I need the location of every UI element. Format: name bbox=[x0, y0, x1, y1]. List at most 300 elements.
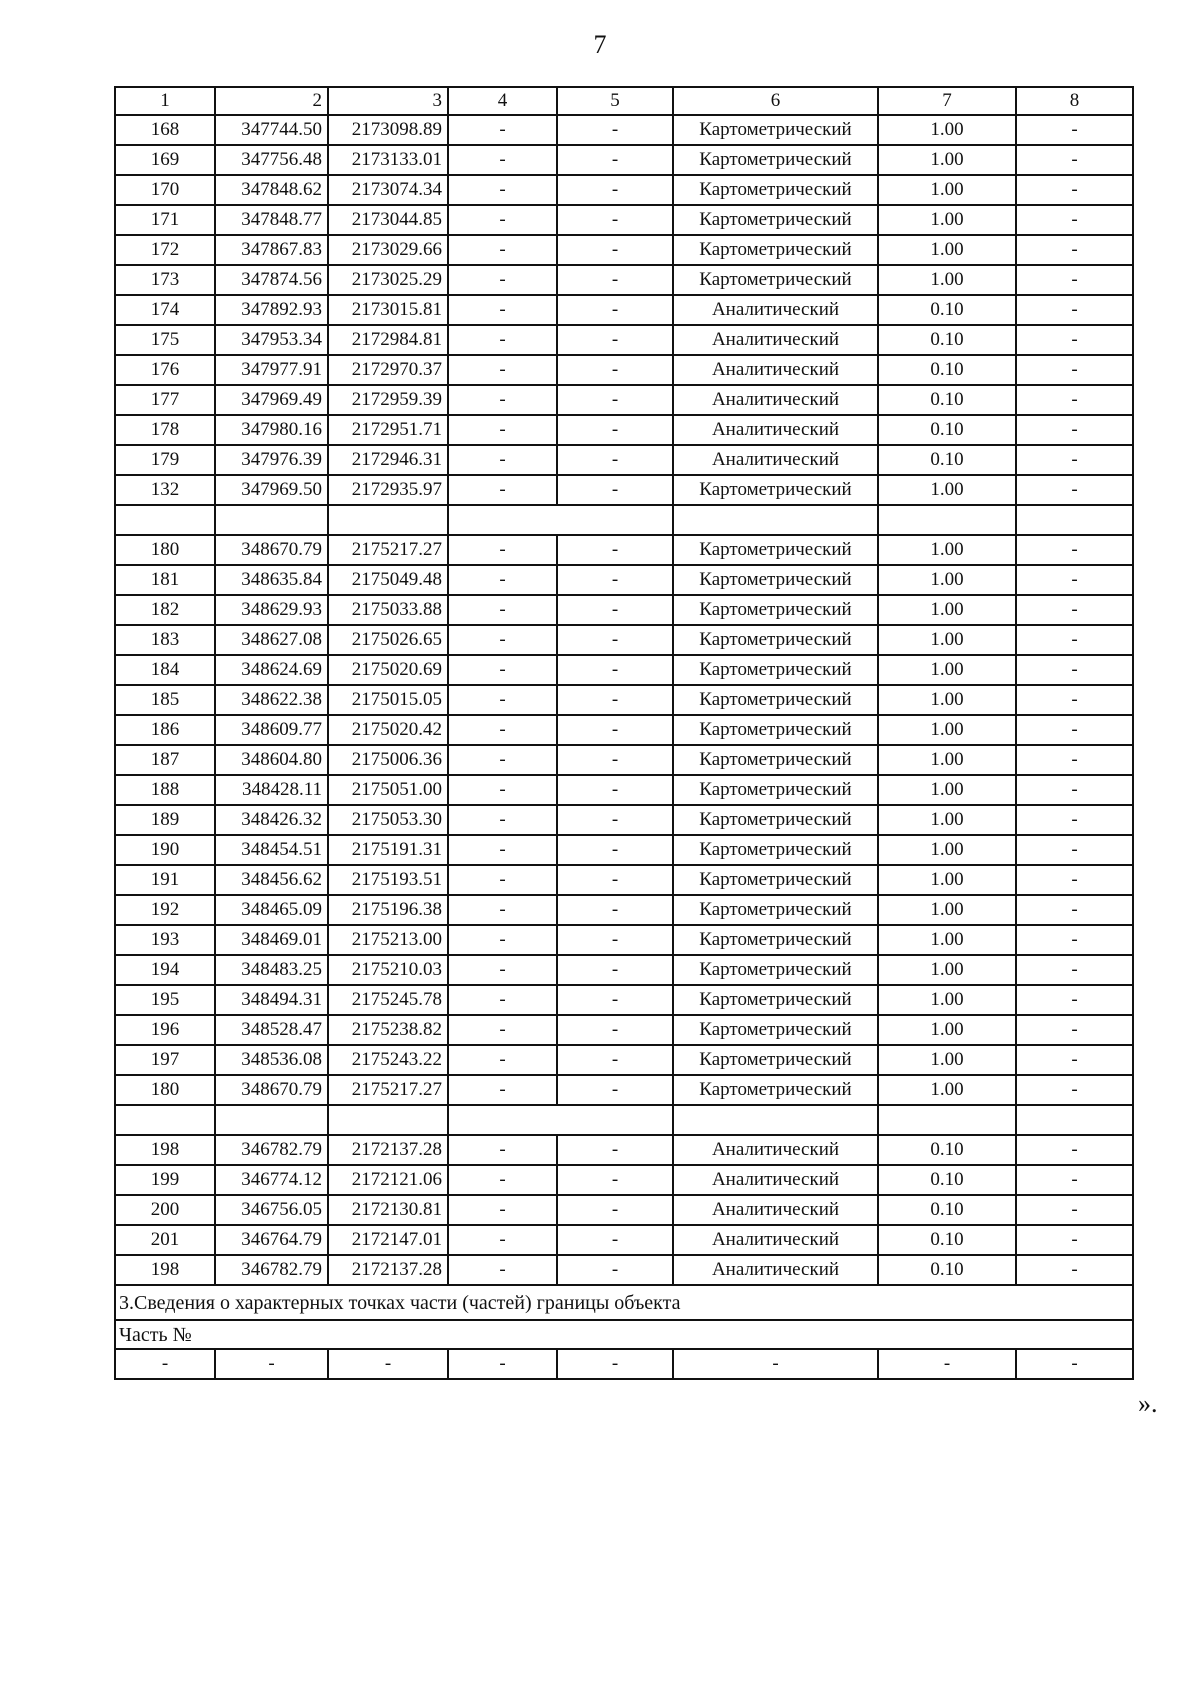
table-cell: 176 bbox=[115, 355, 215, 385]
table-cell: - bbox=[1016, 535, 1133, 565]
table-cell: - bbox=[1016, 355, 1133, 385]
table-cell: Картометрический bbox=[673, 955, 878, 985]
table-cell: - bbox=[1016, 1075, 1133, 1105]
table-cell: 190 bbox=[115, 835, 215, 865]
table-cell: 2175049.48 bbox=[328, 565, 448, 595]
table-cell: 2172946.31 bbox=[328, 445, 448, 475]
table-cell: 2173133.01 bbox=[328, 145, 448, 175]
table-cell: - bbox=[1016, 1045, 1133, 1075]
table-row bbox=[115, 475, 1133, 505]
table-cell: Картометрический bbox=[673, 895, 878, 925]
table-cell: - bbox=[448, 655, 557, 685]
table-cell: - bbox=[1016, 625, 1133, 655]
table-cell: - bbox=[1016, 985, 1133, 1015]
table-row bbox=[115, 565, 1133, 595]
table-cell: 347867.83 bbox=[215, 235, 328, 265]
table-cell: 348536.08 bbox=[215, 1045, 328, 1075]
table-cell: - bbox=[557, 865, 673, 895]
table-cell: 346774.12 bbox=[215, 1165, 328, 1195]
table-cell: - bbox=[673, 1349, 878, 1379]
table-cell: - bbox=[448, 1045, 557, 1075]
table-cell: - bbox=[448, 775, 557, 805]
section-title: 3.Сведения о характерных точках части (частей) границы объекта bbox=[115, 1285, 1133, 1320]
table-cell bbox=[1016, 1105, 1133, 1135]
coordinates-table bbox=[114, 86, 1134, 1380]
table-cell: 199 bbox=[115, 1165, 215, 1195]
table-cell: Картометрический bbox=[673, 985, 878, 1015]
table-row bbox=[115, 445, 1133, 475]
table-cell: - bbox=[448, 625, 557, 655]
table-cell: - bbox=[557, 1015, 673, 1045]
table-cell: - bbox=[557, 355, 673, 385]
table-cell: 0.10 bbox=[878, 385, 1016, 415]
table-cell: - bbox=[448, 145, 557, 175]
table-cell: 186 bbox=[115, 715, 215, 745]
table-cell: - bbox=[448, 985, 557, 1015]
table-cell: - bbox=[557, 1075, 673, 1105]
table-cell: 6 bbox=[673, 87, 878, 115]
table-cell: Аналитический bbox=[673, 385, 878, 415]
table-cell: - bbox=[1016, 265, 1133, 295]
table-cell: 1.00 bbox=[878, 1015, 1016, 1045]
table-cell: 1.00 bbox=[878, 655, 1016, 685]
table-cell: Картометрический bbox=[673, 655, 878, 685]
table-cell: 184 bbox=[115, 655, 215, 685]
table-cell: - bbox=[448, 445, 557, 475]
table-row-final bbox=[115, 1349, 1133, 1379]
table-cell: Аналитический bbox=[673, 415, 878, 445]
table-cell: Картометрический bbox=[673, 595, 878, 625]
table-header-row bbox=[115, 87, 1133, 115]
table-cell: 183 bbox=[115, 625, 215, 655]
table-cell: 2175020.42 bbox=[328, 715, 448, 745]
table-cell: - bbox=[557, 445, 673, 475]
table-cell: - bbox=[1016, 565, 1133, 595]
table-cell: - bbox=[1016, 925, 1133, 955]
table-cell: Картометрический bbox=[673, 805, 878, 835]
table-cell: - bbox=[448, 235, 557, 265]
table-row bbox=[115, 175, 1133, 205]
table-cell: 2175217.27 bbox=[328, 535, 448, 565]
section-title-row bbox=[115, 1285, 1133, 1320]
table-cell: 347756.48 bbox=[215, 145, 328, 175]
table-cell: 348454.51 bbox=[215, 835, 328, 865]
table-cell: 1.00 bbox=[878, 205, 1016, 235]
table-cell: 2172984.81 bbox=[328, 325, 448, 355]
table-cell: Картометрический bbox=[673, 265, 878, 295]
table-cell: 182 bbox=[115, 595, 215, 625]
table-row bbox=[115, 415, 1133, 445]
table-cell: - bbox=[557, 655, 673, 685]
table-cell: - bbox=[557, 715, 673, 745]
table-cell: 8 bbox=[1016, 87, 1133, 115]
table-cell: 1.00 bbox=[878, 685, 1016, 715]
table-row bbox=[115, 1165, 1133, 1195]
table-cell: - bbox=[448, 535, 557, 565]
table-cell: - bbox=[1016, 295, 1133, 325]
table-cell: Картометрический bbox=[673, 835, 878, 865]
table-cell: - bbox=[1016, 1195, 1133, 1225]
table-row bbox=[115, 775, 1133, 805]
table-cell: Картометрический bbox=[673, 715, 878, 745]
table-cell: 179 bbox=[115, 445, 215, 475]
table-cell: - bbox=[448, 805, 557, 835]
table-cell: - bbox=[448, 1075, 557, 1105]
table-cell: Картометрический bbox=[673, 205, 878, 235]
table-row bbox=[115, 145, 1133, 175]
table-cell: 2175191.31 bbox=[328, 835, 448, 865]
table-cell: 197 bbox=[115, 1045, 215, 1075]
table-cell bbox=[215, 505, 328, 535]
table-cell: - bbox=[448, 175, 557, 205]
table-cell: 0.10 bbox=[878, 1255, 1016, 1285]
table-cell: 2172959.39 bbox=[328, 385, 448, 415]
table-row bbox=[115, 235, 1133, 265]
table-cell: Картометрический bbox=[673, 865, 878, 895]
table-cell: 1.00 bbox=[878, 625, 1016, 655]
table-cell: - bbox=[557, 775, 673, 805]
table-cell: 1.00 bbox=[878, 175, 1016, 205]
table-cell: 181 bbox=[115, 565, 215, 595]
table-cell: 1.00 bbox=[878, 835, 1016, 865]
table-cell: 2175051.00 bbox=[328, 775, 448, 805]
table-cell: - bbox=[557, 955, 673, 985]
table-cell: 2175238.82 bbox=[328, 1015, 448, 1045]
table-cell: Аналитический bbox=[673, 445, 878, 475]
table-cell: 0.10 bbox=[878, 1135, 1016, 1165]
table-cell: Картометрический bbox=[673, 115, 878, 145]
table-cell bbox=[328, 505, 448, 535]
table-cell: - bbox=[1016, 115, 1133, 145]
table-row bbox=[115, 115, 1133, 145]
table-cell: - bbox=[1016, 835, 1133, 865]
table-row bbox=[115, 1135, 1133, 1165]
table-cell: 170 bbox=[115, 175, 215, 205]
table-cell: 1.00 bbox=[878, 865, 1016, 895]
table-cell: 4 bbox=[448, 87, 557, 115]
table-cell: - bbox=[557, 115, 673, 145]
table-separator-row bbox=[115, 1105, 1133, 1135]
table-cell: 1.00 bbox=[878, 535, 1016, 565]
table-cell: Картометрический bbox=[673, 1075, 878, 1105]
table-cell: 1.00 bbox=[878, 595, 1016, 625]
table-cell: 2172130.81 bbox=[328, 1195, 448, 1225]
table-cell: 132 bbox=[115, 475, 215, 505]
table-cell: - bbox=[878, 1349, 1016, 1379]
table-cell: 2175006.36 bbox=[328, 745, 448, 775]
table-cell bbox=[448, 1105, 673, 1135]
table-cell: - bbox=[557, 925, 673, 955]
table-row bbox=[115, 595, 1133, 625]
table-cell: - bbox=[557, 625, 673, 655]
table-cell: - bbox=[448, 895, 557, 925]
table-row bbox=[115, 355, 1133, 385]
table-cell: Аналитический bbox=[673, 295, 878, 325]
table-cell: - bbox=[1016, 715, 1133, 745]
table-cell: - bbox=[1016, 235, 1133, 265]
table-cell: 348627.08 bbox=[215, 625, 328, 655]
table-cell: 2175243.22 bbox=[328, 1045, 448, 1075]
table-cell: 348622.38 bbox=[215, 685, 328, 715]
table-cell: - bbox=[448, 955, 557, 985]
table-cell: - bbox=[448, 205, 557, 235]
table-cell: 346782.79 bbox=[215, 1135, 328, 1165]
table-cell: - bbox=[448, 595, 557, 625]
table-cell: 347977.91 bbox=[215, 355, 328, 385]
table-cell: Картометрический bbox=[673, 685, 878, 715]
table-cell bbox=[328, 1105, 448, 1135]
table-cell: 2172935.97 bbox=[328, 475, 448, 505]
table-cell: 1.00 bbox=[878, 715, 1016, 745]
table-cell: 191 bbox=[115, 865, 215, 895]
table-cell: Картометрический bbox=[673, 1015, 878, 1045]
closing-quote-mark: ». bbox=[1138, 1389, 1158, 1418]
table-cell: 0.10 bbox=[878, 415, 1016, 445]
table-cell: - bbox=[448, 565, 557, 595]
table-cell: 347969.49 bbox=[215, 385, 328, 415]
table-cell bbox=[1016, 505, 1133, 535]
table-cell: 1.00 bbox=[878, 265, 1016, 295]
table-row bbox=[115, 715, 1133, 745]
table-cell: 2175193.51 bbox=[328, 865, 448, 895]
table-cell: 2172970.37 bbox=[328, 355, 448, 385]
table-cell: Картометрический bbox=[673, 775, 878, 805]
table-cell: 169 bbox=[115, 145, 215, 175]
table-cell: - bbox=[448, 685, 557, 715]
table-cell: - bbox=[557, 295, 673, 325]
table-cell: 2173029.66 bbox=[328, 235, 448, 265]
table-cell: - bbox=[1016, 685, 1133, 715]
table-cell: 187 bbox=[115, 745, 215, 775]
table-cell: 346756.05 bbox=[215, 1195, 328, 1225]
table-cell: - bbox=[448, 1225, 557, 1255]
table-body bbox=[115, 87, 1133, 1379]
table-cell: - bbox=[557, 235, 673, 265]
table-cell bbox=[673, 1105, 878, 1135]
table-cell: Картометрический bbox=[673, 745, 878, 775]
table-cell: - bbox=[448, 385, 557, 415]
table-cell bbox=[878, 1105, 1016, 1135]
table-cell: - bbox=[1016, 955, 1133, 985]
part-label: Часть № bbox=[115, 1320, 1133, 1349]
table-cell: 2175020.69 bbox=[328, 655, 448, 685]
table-cell bbox=[448, 505, 673, 535]
table-cell: 1.00 bbox=[878, 775, 1016, 805]
table-cell: - bbox=[557, 835, 673, 865]
table-cell: 1.00 bbox=[878, 565, 1016, 595]
table-cell: - bbox=[1016, 1015, 1133, 1045]
table-row bbox=[115, 1075, 1133, 1105]
table-cell: - bbox=[557, 745, 673, 775]
table-cell: - bbox=[1016, 1255, 1133, 1285]
table-cell: 348670.79 bbox=[215, 535, 328, 565]
table-cell: - bbox=[448, 415, 557, 445]
table-cell: 2173044.85 bbox=[328, 205, 448, 235]
table-cell bbox=[115, 505, 215, 535]
table-cell: 177 bbox=[115, 385, 215, 415]
table-cell: 2173025.29 bbox=[328, 265, 448, 295]
table-row bbox=[115, 1015, 1133, 1045]
table-cell: 175 bbox=[115, 325, 215, 355]
table-cell: - bbox=[448, 355, 557, 385]
table-cell bbox=[215, 1105, 328, 1135]
table-cell: 347848.62 bbox=[215, 175, 328, 205]
table-cell: - bbox=[448, 265, 557, 295]
table-cell: Аналитический bbox=[673, 1195, 878, 1225]
table-cell: - bbox=[448, 1165, 557, 1195]
table-row bbox=[115, 1225, 1133, 1255]
table-cell: 0.10 bbox=[878, 1195, 1016, 1225]
table-cell: 348624.69 bbox=[215, 655, 328, 685]
table-row bbox=[115, 685, 1133, 715]
table-cell: 348635.84 bbox=[215, 565, 328, 595]
table-cell: - bbox=[557, 895, 673, 925]
table-cell: - bbox=[557, 145, 673, 175]
table-cell: - bbox=[1016, 475, 1133, 505]
table-cell: 347953.34 bbox=[215, 325, 328, 355]
table-cell: - bbox=[448, 1015, 557, 1045]
table-cell: - bbox=[557, 1135, 673, 1165]
table-separator-row bbox=[115, 505, 1133, 535]
table-cell: - bbox=[557, 415, 673, 445]
table-cell: 174 bbox=[115, 295, 215, 325]
table-cell: 2175210.03 bbox=[328, 955, 448, 985]
table-cell: 200 bbox=[115, 1195, 215, 1225]
table-cell: Картометрический bbox=[673, 1045, 878, 1075]
table-cell: - bbox=[1016, 325, 1133, 355]
table-cell: 0.10 bbox=[878, 295, 1016, 325]
table-cell: Аналитический bbox=[673, 1225, 878, 1255]
table-cell: - bbox=[557, 175, 673, 205]
table-cell: - bbox=[328, 1349, 448, 1379]
table-cell: 347976.39 bbox=[215, 445, 328, 475]
table-cell: Картометрический bbox=[673, 475, 878, 505]
table-cell: 347892.93 bbox=[215, 295, 328, 325]
table-cell: - bbox=[1016, 775, 1133, 805]
table-cell: 201 bbox=[115, 1225, 215, 1255]
table-cell: 1.00 bbox=[878, 235, 1016, 265]
table-row bbox=[115, 985, 1133, 1015]
table-cell: - bbox=[1016, 895, 1133, 925]
table-row bbox=[115, 205, 1133, 235]
table-cell: - bbox=[1016, 745, 1133, 775]
table-cell: 348483.25 bbox=[215, 955, 328, 985]
table-cell: 1.00 bbox=[878, 955, 1016, 985]
table-cell: - bbox=[448, 325, 557, 355]
table-cell: 2172147.01 bbox=[328, 1225, 448, 1255]
table-cell: 348604.80 bbox=[215, 745, 328, 775]
table-cell: 2175213.00 bbox=[328, 925, 448, 955]
table-cell: 348426.32 bbox=[215, 805, 328, 835]
table-cell: 192 bbox=[115, 895, 215, 925]
table-cell: 194 bbox=[115, 955, 215, 985]
table-cell: 0.10 bbox=[878, 355, 1016, 385]
table-cell: 193 bbox=[115, 925, 215, 955]
table-cell: 2175196.38 bbox=[328, 895, 448, 925]
table-cell: - bbox=[1016, 445, 1133, 475]
table-cell: - bbox=[1016, 175, 1133, 205]
table-cell: - bbox=[557, 805, 673, 835]
table-cell: Картометрический bbox=[673, 565, 878, 595]
table-cell: 5 bbox=[557, 87, 673, 115]
table-cell: 2175033.88 bbox=[328, 595, 448, 625]
table-row bbox=[115, 925, 1133, 955]
table-row bbox=[115, 385, 1133, 415]
table-row bbox=[115, 625, 1133, 655]
table-cell: - bbox=[1016, 1135, 1133, 1165]
table-cell: - bbox=[557, 595, 673, 625]
table-cell: 2173074.34 bbox=[328, 175, 448, 205]
table-cell: - bbox=[448, 745, 557, 775]
table-cell: 0.10 bbox=[878, 1225, 1016, 1255]
table-row bbox=[115, 1195, 1133, 1225]
table-cell: 348528.47 bbox=[215, 1015, 328, 1045]
table-cell: 198 bbox=[115, 1255, 215, 1285]
table-cell: 173 bbox=[115, 265, 215, 295]
table-cell: Аналитический bbox=[673, 355, 878, 385]
table-row bbox=[115, 805, 1133, 835]
table-cell: 348629.93 bbox=[215, 595, 328, 625]
table-cell: Аналитический bbox=[673, 1135, 878, 1165]
table-cell: - bbox=[448, 865, 557, 895]
table-row bbox=[115, 655, 1133, 685]
table-cell: - bbox=[448, 295, 557, 325]
table-cell: 2172951.71 bbox=[328, 415, 448, 445]
table-cell: 198 bbox=[115, 1135, 215, 1165]
table-cell: 172 bbox=[115, 235, 215, 265]
table-cell: - bbox=[557, 1255, 673, 1285]
table-cell: 347874.56 bbox=[215, 265, 328, 295]
table-cell: - bbox=[557, 385, 673, 415]
table-row bbox=[115, 865, 1133, 895]
table-cell: 348456.62 bbox=[215, 865, 328, 895]
table-cell: - bbox=[448, 925, 557, 955]
table-cell: 196 bbox=[115, 1015, 215, 1045]
table-cell: 188 bbox=[115, 775, 215, 805]
table-row bbox=[115, 1045, 1133, 1075]
table-cell: 1.00 bbox=[878, 1045, 1016, 1075]
table-cell: 168 bbox=[115, 115, 215, 145]
table-cell: - bbox=[557, 1195, 673, 1225]
table-cell: - bbox=[557, 685, 673, 715]
table-cell: Картометрический bbox=[673, 925, 878, 955]
table-cell: - bbox=[557, 985, 673, 1015]
table-cell: 348670.79 bbox=[215, 1075, 328, 1105]
table-cell: 1.00 bbox=[878, 115, 1016, 145]
table-cell: - bbox=[1016, 385, 1133, 415]
table-row bbox=[115, 295, 1133, 325]
table-cell: 185 bbox=[115, 685, 215, 715]
table-cell: - bbox=[557, 1165, 673, 1195]
table-cell: 348428.11 bbox=[215, 775, 328, 805]
table-row bbox=[115, 265, 1133, 295]
table-cell: 346764.79 bbox=[215, 1225, 328, 1255]
table-cell: Аналитический bbox=[673, 1255, 878, 1285]
table-cell: 2172137.28 bbox=[328, 1135, 448, 1165]
table-row bbox=[115, 745, 1133, 775]
table-row bbox=[115, 835, 1133, 865]
table-cell: 347980.16 bbox=[215, 415, 328, 445]
table-cell: 189 bbox=[115, 805, 215, 835]
table-cell: Аналитический bbox=[673, 1165, 878, 1195]
table-cell: - bbox=[448, 715, 557, 745]
page-number: 7 bbox=[593, 30, 607, 59]
table-cell: 2173015.81 bbox=[328, 295, 448, 325]
table-cell: - bbox=[1016, 1225, 1133, 1255]
table-cell: 2175026.65 bbox=[328, 625, 448, 655]
table-cell: 178 bbox=[115, 415, 215, 445]
table-cell: 2 bbox=[215, 87, 328, 115]
